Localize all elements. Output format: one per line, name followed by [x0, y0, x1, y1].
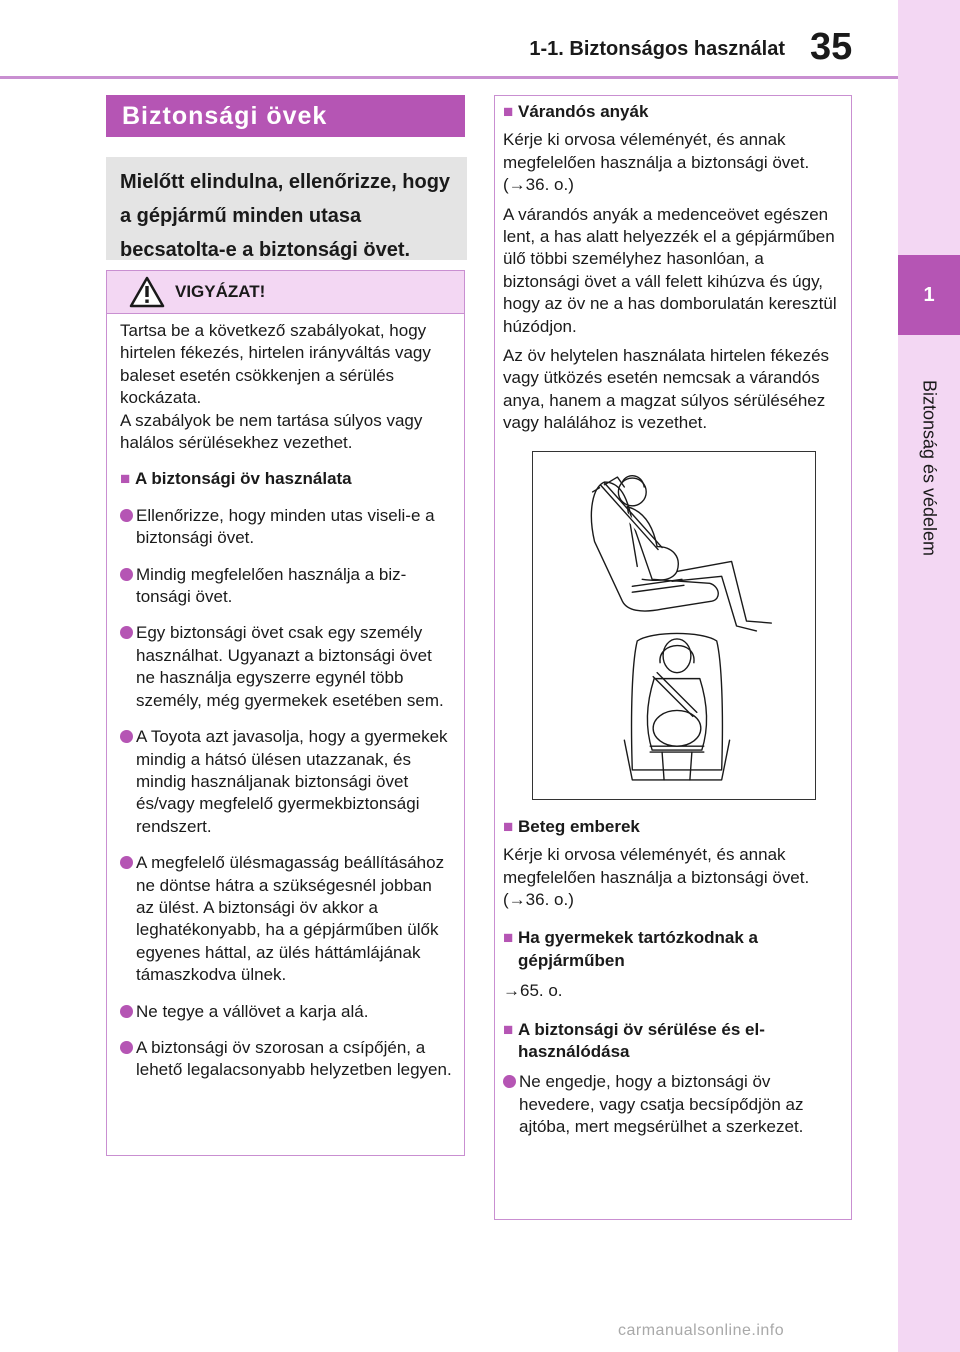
square-bullet-icon: ■	[503, 816, 514, 836]
warning-subheading	[120, 468, 454, 490]
square-bullet-icon: ■	[503, 102, 514, 121]
warning-text: Tartsa be a következő szabályokat, hogy hirtelen fékezés, hirtelen irányváltás vagy baleset esetén csökkenjen a sérülés kockázata.	[120, 321, 431, 408]
cross-reference: →65. o.	[503, 981, 563, 1001]
pregnant-woman-seatbelt-image	[533, 452, 815, 799]
paragraph: Kérje ki orvosa véleményét, és annak megfelelően használja a biztonsági övet. (→36. o.)	[503, 130, 810, 195]
chapter-tab-strip	[898, 0, 960, 1352]
subheading-text: Várandós anyák	[518, 102, 649, 121]
subheading-text: Beteg emberek	[518, 816, 640, 836]
bullet-dot-icon	[120, 1041, 133, 1054]
list-item-text: Ne engedje, hogy a biztonsági öv hevedere, vagy csatja becsípődjön az ajtóba, mert megsérülhet a szerkezet.	[519, 1072, 804, 1137]
list-item	[120, 622, 454, 712]
square-bullet-icon: ■	[503, 928, 514, 948]
list-item	[120, 505, 454, 550]
warning-label: VIGYÁZAT!	[175, 282, 266, 301]
list-item	[503, 1071, 841, 1138]
warning-panel	[106, 270, 465, 1156]
seatbelt-illustration	[532, 451, 816, 800]
list-item-text: Mindig megfelelően használja a biztonsági övet.	[136, 564, 407, 607]
list-item-text: A Toyota azt javasolja, hogy a gyermekek mindig a hátsó ülésen utazzanak, és mindig használjanak biztonsági övet és/vagy megfelelő gyermekbiztonsági rendszert.	[136, 727, 448, 836]
list-item	[120, 1001, 454, 1023]
warning-text: A szabályok be nem tartása súlyos vagy halálos sérülésekhez vezethet.	[120, 410, 423, 453]
square-bullet-icon: ■	[120, 469, 131, 489]
list-item-text: A biztonsági öv szorosan a csípőjén, a lehető legalacsonyabb helyzetben legyen.	[136, 1037, 452, 1080]
header-divider	[0, 76, 898, 79]
warning-header	[107, 271, 464, 314]
bullet-dot-icon	[120, 568, 133, 581]
bullet-dot-icon	[120, 509, 133, 522]
chapter-number-box	[898, 255, 960, 335]
bullet-dot-icon	[120, 1005, 133, 1018]
list-item-text: A megfelelő ülésmagasság beállításához ne döntse hátra a szükségesnél jobban az ülést. A biztonsági öv akkor a leghatékonyabb, ha a gépjárműben ülők egyenes háttal, az ülés háttámlájának támaszkodva ülnek.	[136, 853, 445, 985]
subheading-pregnant	[503, 101, 841, 123]
bullet-dot-icon	[120, 856, 133, 869]
chapter-label: Biztonság és védelem	[919, 379, 940, 557]
list-item-text: Egy biztonsági övet csak egy személy használhat. Ugyanazt a biztonsági övet ne használja egyszerre egynél több személy, még gyermekek esetében sem.	[136, 623, 444, 710]
section-title: Biztonsági övek	[106, 95, 465, 137]
bullet-dot-icon	[120, 730, 133, 743]
list-item-text: Ne tegye a vállövet a karja alá.	[136, 1001, 369, 1021]
watermark: carmanualsonline.info	[618, 1322, 785, 1339]
chapter-number: 1	[923, 283, 935, 306]
page-number: 35	[810, 26, 853, 68]
bullet-dot-icon	[503, 1075, 516, 1088]
bullet-dot-icon	[120, 626, 133, 639]
paragraph: A várandós anyák a medenceövet egészen lent, a has alatt helyezzék el a gépjárműben ülő többi személyhez hasonlóan, a biztonsági övet a váll felett kihúzva és úgy, hogy az öv ne a has domborulatán keresztül húzódjon.	[503, 204, 837, 336]
paragraph: Az öv helytelen használata hirtelen fékezés vagy ütközés esetén nemcsak a várandós anya, hanem a magzat súlyos sérüléséhez vagy halálához is vezethet.	[503, 346, 830, 433]
info-panel	[494, 95, 852, 1220]
list-item-text: Ellenőrizze, hogy minden utas viseli-e a biztonsági övet.	[136, 505, 435, 548]
warning-icon	[129, 276, 165, 308]
list-item	[120, 1037, 454, 1082]
subheading-damage	[503, 1019, 841, 1064]
list-item	[120, 564, 454, 609]
subheading-ill	[503, 816, 841, 838]
intro-box: Mielőtt elindulna, ellenőrizze, hogy a gépjármű minden utasa becsatolta-e a biztonsági övet.	[106, 157, 467, 260]
running-header-title: 1-1. Biztonságos használat	[529, 38, 785, 60]
list-item	[120, 726, 454, 838]
subheading-text: A biztonsági öv használata	[135, 469, 352, 489]
subheading-text: Ha gyermekek tartózkodnak a gépjárműben	[518, 928, 758, 970]
paragraph: Kérje ki orvosa véleményét, és annak megfelelően használja a biztonsági övet. (→36. o.)	[503, 845, 810, 909]
list-item	[120, 852, 454, 986]
warning-body	[107, 314, 464, 1082]
square-bullet-icon: ■	[503, 1019, 514, 1039]
subheading-children	[503, 927, 841, 972]
subheading-text: A biztonsági öv sérülése és elhasználódása	[518, 1019, 765, 1061]
